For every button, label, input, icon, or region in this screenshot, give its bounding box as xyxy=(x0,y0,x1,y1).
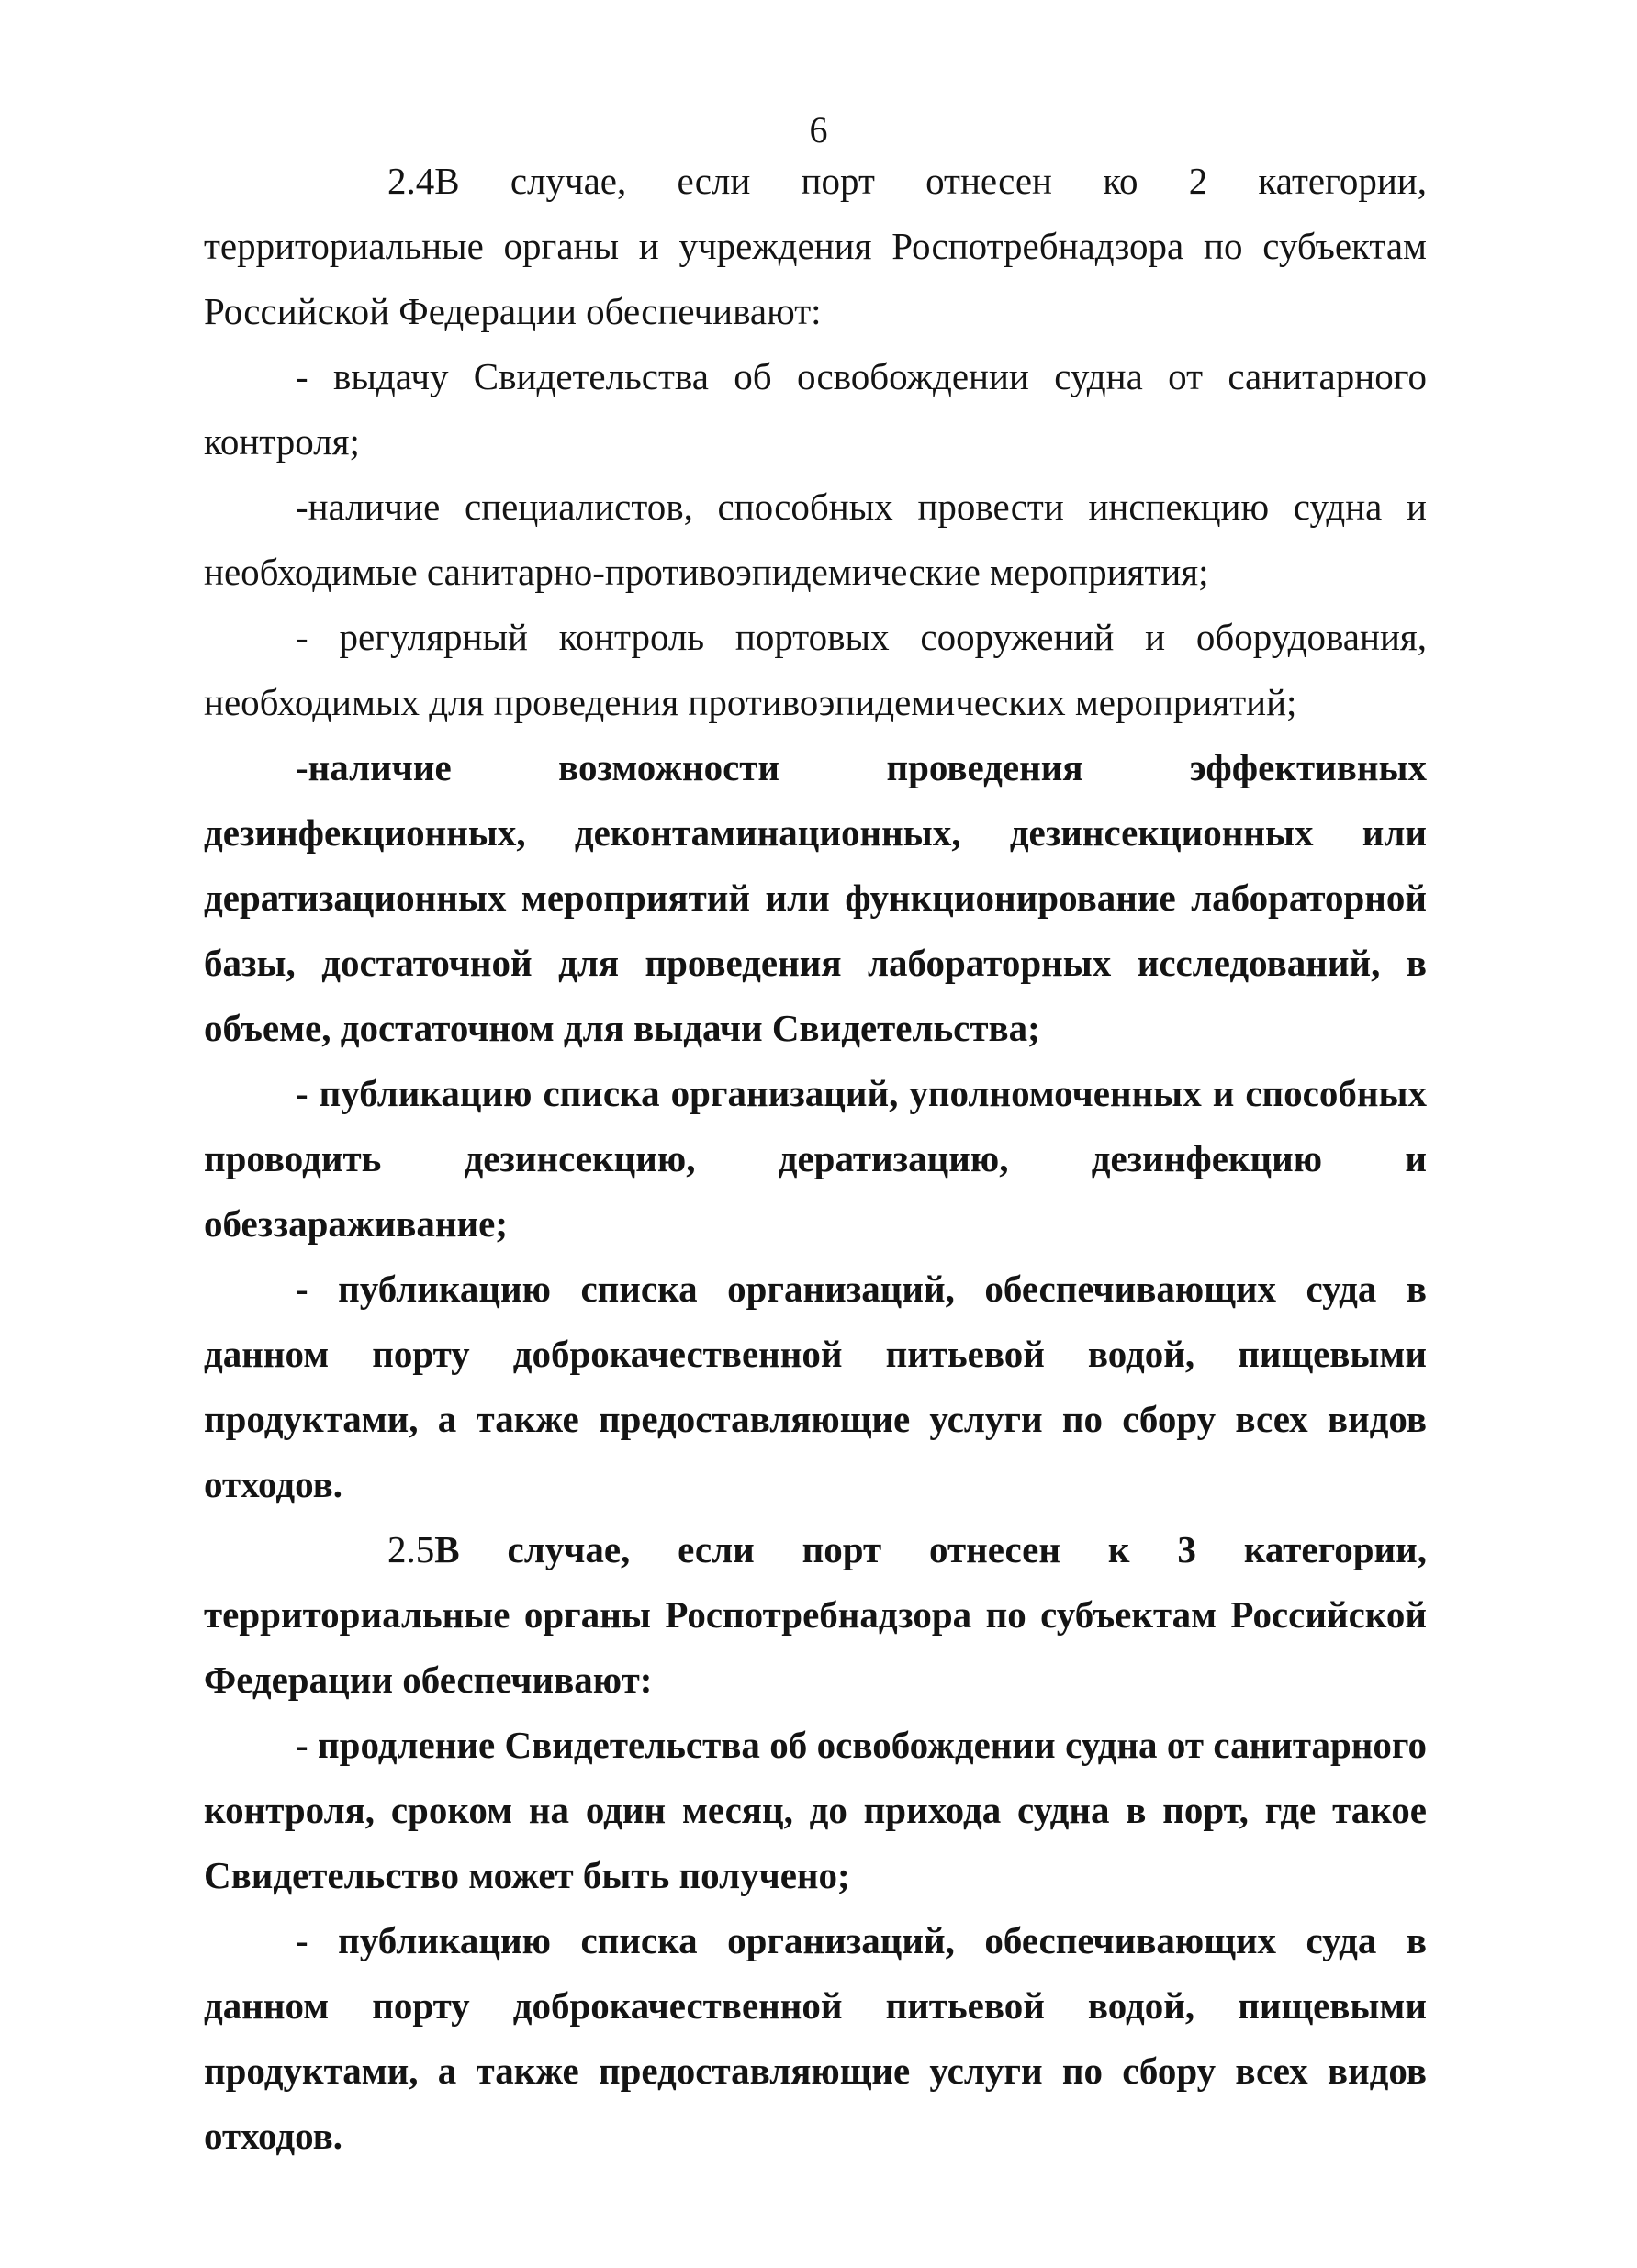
list-item: -наличие специалистов, способных провести инспекцию судна и необходимые санитарно-противоэпидемические мероприятия; xyxy=(204,486,1427,593)
list-item: - продление Свидетельства об освобождении судна от санитарного контроля, сроком на один месяц, до прихода судна в порт, где такое Свидетельство может быть получено; xyxy=(204,1724,1427,1896)
page-number: 6 xyxy=(809,109,828,151)
paragraph-text: В случае, если порт отнесен к 3 категории, территориальные органы Роспотребнадзора по субъектам Российской Федерации обеспечивают: xyxy=(204,1528,1427,1701)
document-body xyxy=(204,149,1427,2169)
section-number: 2.4 xyxy=(387,160,435,202)
list-item: - регулярный контроль портовых сооружений и оборудования, необходимых для проведения противоэпидемических мероприятий; xyxy=(204,616,1427,723)
list-item: - публикацию списка организаций, обеспечивающих суда в данном порту доброкачественной питьевой водой, пищевыми продуктами, а также предоставляющие услуги по сбору всех видов отходов. xyxy=(204,1919,1427,2157)
list-item: - публикацию списка организаций, обеспечивающих суда в данном порту доброкачественной питьевой водой, пищевыми продуктами, а также предоставляющие услуги по сбору всех видов отходов. xyxy=(204,1268,1427,1505)
paragraph-text: В случае, если порт отнесен ко 2 категории, территориальные органы и учреждения Роспотребнадзора по субъектам Российской Федерации обеспечивают: xyxy=(204,160,1427,332)
list-item: - выдачу Свидетельства об освобождении судна от санитарного контроля; xyxy=(204,355,1427,463)
section-number: 2.5 xyxy=(387,1528,435,1570)
paragraph-2-5 xyxy=(204,1517,1427,1713)
list-item: -наличие возможности проведения эффективных дезинфекционных, деконтаминационных, дезинсекционных или дератизационных мероприятий или функционирование лабораторной базы, достаточной для проведения лабораторных исследований, в объеме, достаточном для выдачи Свидетельства; xyxy=(204,746,1427,1049)
list-item: - публикацию списка организаций, уполномоченных и способных проводить дезинсекцию, дератизацию, дезинфекцию и обеззараживание; xyxy=(204,1072,1427,1245)
paragraph-2-4 xyxy=(204,149,1427,344)
